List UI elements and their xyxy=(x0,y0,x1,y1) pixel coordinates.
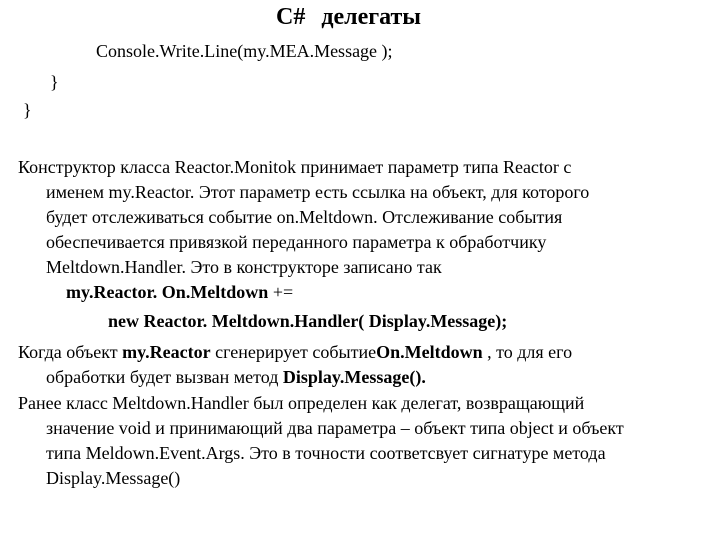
text-bold-segment: my.Reactor xyxy=(122,342,211,362)
paragraph-delegate-definition xyxy=(18,391,708,491)
text-line: Meltdown.Handler. Это в конструкторе записано так xyxy=(46,257,442,277)
paragraph-event-fired xyxy=(18,340,708,390)
text-line: Ранее класс Meltdown.Handler был определен как делегат, возвращающий xyxy=(18,393,585,413)
text-line: значение void и принимающий два параметра – объект типа object и объект xyxy=(46,418,624,438)
text-segment: , то для его xyxy=(482,342,573,362)
text-bold-segment: Display.Message(). xyxy=(282,367,426,387)
text-segment: обработки будет вызван метод xyxy=(46,367,283,387)
text-segment: сгенерирует событие xyxy=(210,342,377,362)
text-segment: Когда объект xyxy=(18,342,123,362)
text-line: типа Meldown.Event.Args. Это в точности соответсвует сигнатуре метода xyxy=(46,443,606,463)
code-statement-new-handler: new Reactor. Meltdown.Handler( Display.Message); xyxy=(108,311,508,331)
text-line: именем my.Reactor. Этот параметр есть ссылка на объект, для которого xyxy=(46,182,590,202)
paragraph-constructor xyxy=(18,155,708,280)
code-line-writeline: Console.Write.Line(my.MEA.Message ); xyxy=(96,41,393,61)
text-line xyxy=(18,340,708,365)
text-line: обеспечивается привязкой переданного параметра к обработчику xyxy=(46,232,547,252)
page-title: C# делегаты xyxy=(276,4,422,30)
code-statement-subscribe xyxy=(66,282,293,303)
code-subscribe-target: my.Reactor. On.Meltdown xyxy=(66,282,269,302)
code-closing-brace-outer: } xyxy=(23,100,32,120)
text-bold-segment: On.Meltdown xyxy=(376,342,483,362)
text-line: Display.Message() xyxy=(46,468,181,488)
text-line: будет отслеживаться событие on.Meltdown. Отслеживание события xyxy=(46,207,563,227)
text-line xyxy=(18,365,708,390)
code-subscribe-operator: += xyxy=(268,282,294,302)
text-line: Конструктор класса Reactor.Monitok принимает параметр типа Reactor с xyxy=(18,157,572,177)
code-closing-brace-inner: } xyxy=(50,72,59,92)
